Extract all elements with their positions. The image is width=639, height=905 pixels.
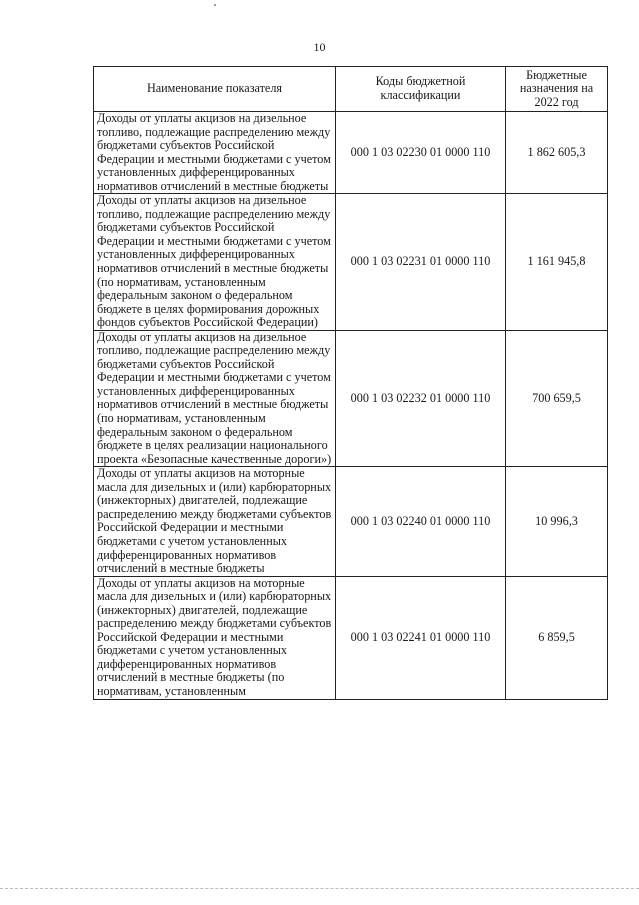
row-indicator-name: Доходы от уплаты акцизов на моторные масла для дизельных и (или) карбюраторных (инжекторных) двигателей, подлежащие распределению между бюджетами субъектов Российской Федерации и местными бюджетами с учетом установленных дифференцированных нормативов отчислений в местные бюджеты (по нормативам, установленным <box>94 576 336 699</box>
row-indicator-name: Доходы от уплаты акцизов на дизельное топливо, подлежащие распределению между бюджетами субъектов Российской Федерации и местными бюджетами с учетом установленных дифференцированных нормативов отчислений в местные бюджеты (по нормативам, установленным федеральным законом о федеральном бюджете в целях реализации национального проекта «Безопасные качественные дороги») <box>94 330 336 466</box>
row-budget-code: 000 1 03 02240 01 0000 110 <box>336 467 506 576</box>
row-budget-code: 000 1 03 02241 01 0000 110 <box>336 576 506 699</box>
table-row <box>94 330 608 466</box>
row-indicator-name: Доходы от уплаты акцизов на дизельное топливо, подлежащие распределению между бюджетами субъектов Российской Федерации и местными бюджетами с учетом установленных дифференцированных нормативов отчислений в местные бюджеты (по нормативам, установленным федеральным законом о федеральном бюджете в целях формирования дорожных фондов субъектов Российской Федерации) <box>94 194 336 330</box>
table-row <box>94 112 608 194</box>
row-indicator-name: Доходы от уплаты акцизов на моторные масла для дизельных и (или) карбюраторных (инжекторных) двигателей, подлежащие распределению между бюджетами субъектов Российской Федерации и местными бюджетами с учетом установленных дифференцированных нормативов отчислений в местные бюджеты <box>94 467 336 576</box>
table-row <box>94 194 608 330</box>
row-amount: 10 996,3 <box>506 467 608 576</box>
row-amount: 6 859,5 <box>506 576 608 699</box>
row-indicator-name: Доходы от уплаты акцизов на дизельное топливо, подлежащие распределению между бюджетами субъектов Российской Федерации и местными бюджетами с учетом установленных дифференцированных нормативов отчислений в местные бюджеты <box>94 112 336 194</box>
budget-table <box>93 66 608 700</box>
scan-speck <box>214 4 216 6</box>
table-row <box>94 576 608 699</box>
row-budget-code: 000 1 03 02232 01 0000 110 <box>336 330 506 466</box>
page-number: 10 <box>313 40 326 54</box>
page-bottom-edge <box>0 888 639 889</box>
row-budget-code: 000 1 03 02231 01 0000 110 <box>336 194 506 330</box>
row-amount: 1 161 945,8 <box>506 194 608 330</box>
row-budget-code: 000 1 03 02230 01 0000 110 <box>336 112 506 194</box>
row-amount: 700 659,5 <box>506 330 608 466</box>
table-header-row <box>94 67 608 112</box>
header-indicator-name: Наименование показателя <box>94 67 336 112</box>
table-row <box>94 467 608 576</box>
row-amount: 1 862 605,3 <box>506 112 608 194</box>
header-budget-codes: Коды бюджетной классификации <box>336 67 506 112</box>
header-budget-allocation: Бюджетные назначения на 2022 год <box>506 67 608 112</box>
